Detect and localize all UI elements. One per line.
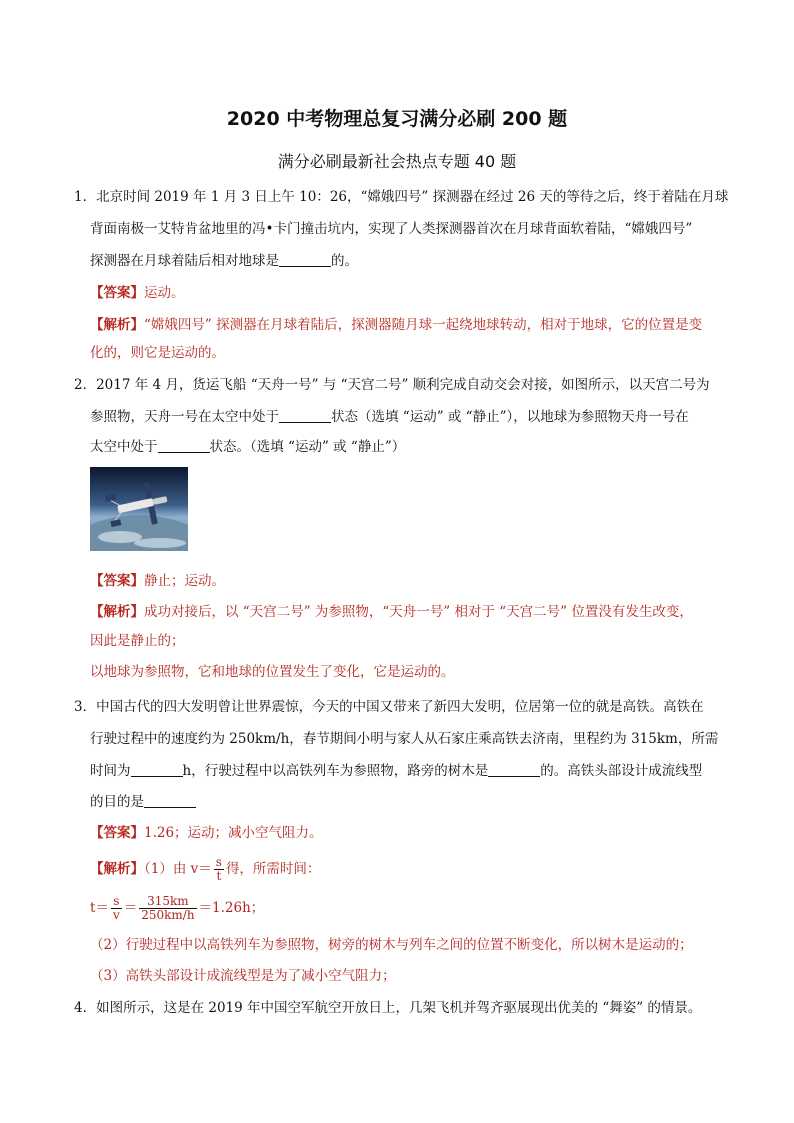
q2-text-line-2-a: 参照物，天舟一号在太空中处于 xyxy=(90,409,279,425)
fraction-denominator: t xyxy=(216,869,222,883)
q3-text-line-3-c: 的。高铁头部设计成流线型 xyxy=(540,763,703,779)
q2-answer-blank-2 xyxy=(158,438,210,453)
q2-text-line-2 xyxy=(90,407,689,427)
q2-explanation-line-2: 因此是静止的； xyxy=(90,633,185,649)
q2-answer-blank-1 xyxy=(279,408,331,423)
space-station-illustration xyxy=(90,467,188,551)
equation-fraction-1 xyxy=(111,895,122,922)
q2-answer xyxy=(90,571,225,591)
space-station-image xyxy=(90,467,188,551)
speed-formula-fraction xyxy=(214,856,224,883)
q2-text-line-1: 2．2017 年 4 月，货运飞船 “天舟一号” 与 “天宫二号” 顺利完成自动交会对接，如图所示，以天宫二号为 xyxy=(74,377,710,393)
q1-text-line-2: 背面南极一艾特肯盆地里的冯•卡门撞击坑内，实现了人类探测器首次在月球背面软着陆，“嫦娥四号” xyxy=(90,221,693,237)
q2-explanation-line-1 xyxy=(90,602,693,622)
page-title: 2020 中考物理总复习满分必刷 200 题 xyxy=(226,108,568,130)
q1-explanation-line-1 xyxy=(90,315,702,335)
q2-text-line-3-b: 状态。（选填 “运动” 或 “静止”） xyxy=(209,439,406,455)
equation-fraction-2 xyxy=(139,895,196,922)
answer-tag: 【答案】 xyxy=(90,285,144,301)
q3-explanation-text-1b: 得，所需时间： xyxy=(225,861,321,877)
q3-text-line-3-b: h，行驶过程中以高铁列车为参照物，路旁的树木是 xyxy=(182,763,489,779)
q1-text-line-3-b: 的。 xyxy=(331,253,358,269)
explanation-tag: 【解析】 xyxy=(90,604,144,620)
q3-explanation-line-1 xyxy=(90,856,320,883)
equation-lhs: t＝ xyxy=(90,900,109,916)
page-subtitle: 满分必刷最新社会热点专题 40 题 xyxy=(277,152,517,171)
q3-explanation-line-3: （3）高铁头部设计成流线型是为了减小空气阻力； xyxy=(90,968,396,984)
q3-answer-blank-2 xyxy=(488,762,540,777)
q2-text-line-3 xyxy=(90,437,405,457)
fraction-denominator: 250km/h xyxy=(141,908,195,922)
explanation-tag: 【解析】 xyxy=(90,861,144,877)
q3-explanation-line-2: （2）行驶过程中以高铁列车为参照物，树旁的树木与列车之间的位置不断变化，所以树木是运动的； xyxy=(90,937,693,953)
fraction-denominator: v xyxy=(112,908,120,922)
q3-text-line-4-a: 的目的是 xyxy=(90,794,144,810)
q1-explanation-text-1: “嫦娥四号” 探测器在月球着陆后，探测器随月球一起绕地球转动，相对于地球，它的位置是变 xyxy=(144,317,703,333)
q1-text-line-3-a: 探测器在月球着陆后相对地球是 xyxy=(90,253,279,269)
q2-text-line-2-b: 状态（选填 “运动” 或 “静止”），以地球为参照物天舟一号在 xyxy=(331,409,689,425)
q3-text-line-3-a: 时间为 xyxy=(90,763,131,779)
equation-equals: ＝ xyxy=(123,900,138,916)
answer-tag: 【答案】 xyxy=(90,573,144,589)
fraction-numerator: 315km xyxy=(139,895,196,909)
q2-explanation-text-1: 成功对接后，以 “天宫二号” 为参照物，“天舟一号” 相对于 “天宫二号” 位置没有发生改变， xyxy=(144,604,693,620)
q2-text-line-3-a: 太空中处于 xyxy=(90,439,158,455)
q1-answer-text: 运动。 xyxy=(144,285,185,301)
q2-answer-text: 静止；运动。 xyxy=(144,573,225,589)
answer-tag: 【答案】 xyxy=(90,825,144,841)
q1-text-line-3 xyxy=(90,251,358,271)
q3-text-line-3 xyxy=(90,761,702,781)
q3-answer-text: 1.26；运动；减小空气阻力。 xyxy=(144,825,323,841)
q3-text-line-4 xyxy=(90,792,196,812)
q4-text-line-1: 4．如图所示，这是在 2019 年中国空军航空开放日上，几架飞机并驾齐驱展现出优美的 “舞姿” 的情景。 xyxy=(74,1000,702,1016)
fraction-numerator: s xyxy=(215,855,222,869)
q3-answer-blank-1 xyxy=(131,762,183,777)
fraction-numerator: s xyxy=(111,895,122,909)
q1-text-line-1: 1．北京时间 2019 年 1 月 3 日上午 10：26，“嫦娥四号” 探测器在经过 26 天的等待之后，终于着陆在月球 xyxy=(74,189,729,205)
q3-explanation-text-1a: （1）由 v＝ xyxy=(144,861,212,877)
q3-answer-blank-3 xyxy=(144,793,196,808)
q1-answer xyxy=(90,283,185,303)
q3-text-line-2: 行驶过程中的速度约为 250km/h，春节期间小明与家人从石家庄乘高铁去济南，里程约为 315km，所需 xyxy=(90,731,719,747)
explanation-tag: 【解析】 xyxy=(90,317,144,333)
q1-explanation-line-2: 化的，则它是运动的。 xyxy=(90,345,225,361)
equation-result: ＝1.26h； xyxy=(198,900,265,916)
q3-time-equation xyxy=(90,895,264,922)
q2-explanation-line-3: 以地球为参照物，它和地球的位置发生了变化，它是运动的。 xyxy=(90,664,455,680)
q3-answer xyxy=(90,823,323,843)
q3-text-line-1: 3．中国古代的四大发明曾让世界震惊，今天的中国又带来了新四大发明，位居第一位的就是高铁。高铁在 xyxy=(74,699,704,715)
q1-answer-blank xyxy=(279,252,331,267)
